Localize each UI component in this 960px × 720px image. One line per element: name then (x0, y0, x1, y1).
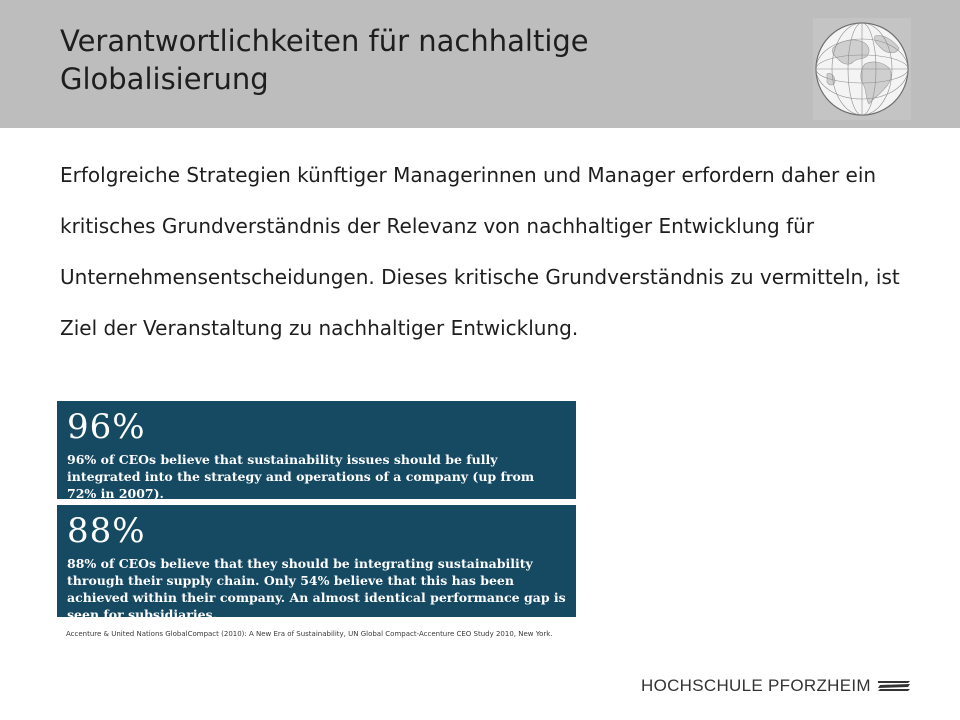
source-citation: Accenture & United Nations GlobalCompact (2010): A New Era of Sustainability, UN Global Compact-Accenture CEO Study 2010, New York. (66, 630, 553, 638)
stat-description: 88% of CEOs believe that they should be integrating sustainability through their supply chain. Only 54% believe that this has been achieved within their company. An almost identical performance gap is seen for subsidiaries. (67, 556, 566, 622)
slide-title: Verantwortlichkeiten für nachhaltige Globalisierung (60, 24, 589, 96)
hochschule-logo-mark-icon (877, 679, 911, 693)
body-paragraph: Erfolgreiche Strategien künftiger Managerinnen und Manager erfordern daher ein kritisches Grundverständnis der Relevanz von nachhaltiger Entwicklung für Unternehmensentscheidungen. Dieses kritische Grundverständnis zu vermitteln, ist Ziel der Veranstaltung zu nachhaltiger Entwicklung. (60, 163, 900, 340)
stat-percent: 96% (67, 407, 146, 447)
hochschule-logo (641, 674, 911, 698)
globe-image (813, 18, 911, 120)
stat-description: 96% of CEOs believe that sustainability issues should be fully integrated into the strategy and operations of a company (up from 72% in 2007). (67, 452, 535, 501)
logo-text: HOCHSCHULE PFORZHEIM (641, 676, 871, 695)
globe-icon (813, 18, 911, 120)
stat-box-88 (57, 505, 576, 622)
stat-percent: 88% (67, 511, 146, 551)
stat-box-96 (57, 401, 576, 499)
